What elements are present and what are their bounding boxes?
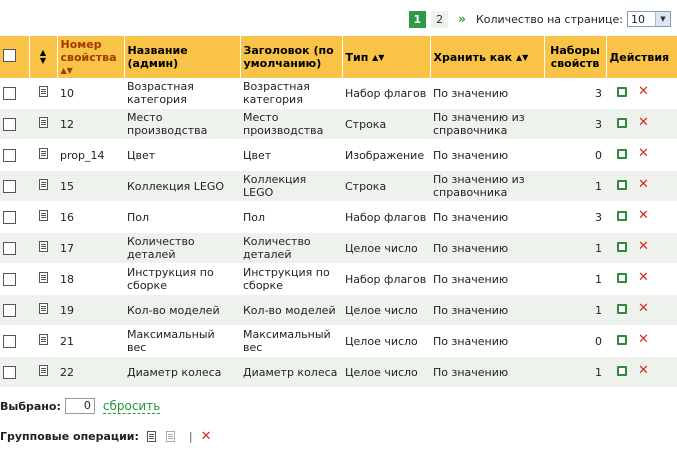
column-title-default-label: Заголовок (по умолчанию) [243, 44, 334, 70]
cell-actions [606, 264, 677, 295]
sort-arrows-icon[interactable]: ▲ ▼ [39, 48, 47, 65]
cell-actions [606, 295, 677, 326]
cell-title: Количество деталей [240, 233, 342, 264]
table-row [0, 233, 677, 264]
column-number[interactable] [57, 36, 124, 78]
row-checkbox[interactable] [3, 180, 16, 193]
document-icon[interactable] [39, 117, 48, 128]
cell-number: 15 [57, 171, 124, 202]
cell-title: Место производства [240, 109, 342, 140]
row-checkbox[interactable] [3, 273, 16, 286]
row-checkbox-cell [0, 264, 29, 295]
row-checkbox-cell [0, 233, 29, 264]
cell-number: 21 [57, 326, 124, 357]
page-2-link[interactable]: 2 [431, 11, 448, 28]
row-checkbox[interactable] [3, 366, 16, 379]
cell-storage: По значению [430, 78, 544, 109]
delete-icon[interactable]: ✕ [638, 269, 649, 285]
row-checkbox[interactable] [3, 242, 16, 255]
table-header-row [0, 36, 677, 78]
cell-name: Диаметр колеса [124, 357, 240, 388]
row-checkbox-cell [0, 78, 29, 109]
cell-storage: По значению [430, 326, 544, 357]
cell-name: Максимальный вес [124, 326, 240, 357]
chevron-down-icon: ▼ [655, 12, 670, 26]
column-storage-label: Хранить как [433, 50, 513, 64]
table-row [0, 78, 677, 109]
select-all-checkbox[interactable] [3, 49, 16, 62]
cell-sets: 1 [544, 295, 606, 326]
cell-actions [606, 78, 677, 109]
column-actions-label: Действия [609, 50, 670, 64]
cell-type: Набор флагов [342, 78, 430, 109]
cell-actions [606, 140, 677, 171]
row-doc-cell [29, 233, 57, 264]
cell-storage: По значению [430, 202, 544, 233]
sort-arrows-icon[interactable]: ▲▼ [515, 52, 529, 62]
cell-name: Возрастная категория [124, 78, 240, 109]
table-row [0, 264, 677, 295]
column-sets-label: Наборы свойств [550, 44, 600, 70]
delete-icon[interactable]: ✕ [638, 114, 649, 130]
cell-number: 12 [57, 109, 124, 140]
row-doc-cell [29, 357, 57, 388]
column-title-default[interactable] [240, 36, 342, 78]
group-operations-bar [0, 430, 212, 443]
selected-label: Выбрано: [0, 399, 61, 413]
row-checkbox[interactable] [3, 149, 16, 162]
row-doc-cell [29, 78, 57, 109]
cell-name: Кол-во моделей [124, 295, 240, 326]
table-row [0, 202, 677, 233]
row-checkbox[interactable] [3, 304, 16, 317]
row-checkbox-cell [0, 357, 29, 388]
selected-count: 0 [65, 398, 95, 414]
cell-title: Цвет [240, 140, 342, 171]
cell-number: 18 [57, 264, 124, 295]
cell-sets: 1 [544, 233, 606, 264]
edit-icon[interactable] [617, 242, 627, 252]
row-doc-cell [29, 140, 57, 171]
per-page-select[interactable] [627, 11, 671, 27]
cell-name: Место производства [124, 109, 240, 140]
document-icon[interactable] [39, 179, 48, 190]
cell-storage: По значению из справочника [430, 109, 544, 140]
edit-icon[interactable] [617, 304, 627, 314]
cell-number: 10 [57, 78, 124, 109]
row-checkbox-cell [0, 109, 29, 140]
cell-sets: 0 [544, 140, 606, 171]
sort-arrows-icon[interactable]: ▲▼ [60, 65, 73, 75]
cell-name: Пол [124, 202, 240, 233]
document-copy-icon[interactable] [166, 431, 175, 442]
properties-table [0, 36, 677, 388]
row-checkbox[interactable] [3, 335, 16, 348]
cell-number: prop_14 [57, 140, 124, 171]
selection-bar [0, 398, 160, 414]
cell-type: Строка [342, 171, 430, 202]
delete-icon[interactable]: ✕ [638, 83, 649, 99]
cell-type: Целое число [342, 295, 430, 326]
reset-link[interactable]: сбросить [102, 398, 161, 413]
cell-actions [606, 202, 677, 233]
cell-title: Кол-во моделей [240, 295, 342, 326]
row-doc-cell [29, 326, 57, 357]
pagination [409, 9, 671, 29]
cell-storage: По значению из справочника [430, 171, 544, 202]
document-icon[interactable] [39, 241, 48, 252]
column-name-admin[interactable] [124, 36, 240, 78]
delete-icon[interactable]: ✕ [638, 207, 649, 223]
cell-type: Строка [342, 109, 430, 140]
delete-icon[interactable]: ✕ [638, 331, 649, 347]
delete-icon[interactable]: ✕ [200, 428, 212, 444]
column-name-admin-label: Название (админ) [127, 44, 188, 70]
sort-arrows-icon[interactable]: ▲▼ [372, 52, 385, 62]
cell-number: 22 [57, 357, 124, 388]
edit-icon[interactable] [617, 211, 627, 221]
column-actions [606, 36, 677, 78]
cell-title: Коллекция LEGO [240, 171, 342, 202]
delete-icon[interactable]: ✕ [638, 300, 649, 316]
per-page-label: Количество на странице: [475, 12, 623, 26]
document-icon[interactable] [39, 272, 48, 283]
column-type-label: Тип [345, 50, 369, 64]
document-icon[interactable] [39, 86, 48, 97]
cell-actions [606, 171, 677, 202]
cell-title: Диаметр колеса [240, 357, 342, 388]
document-icon[interactable] [39, 303, 48, 314]
table-row [0, 326, 677, 357]
page-current[interactable]: 1 [409, 11, 427, 28]
row-checkbox-cell [0, 140, 29, 171]
row-doc-cell [29, 109, 57, 140]
cell-sets: 1 [544, 171, 606, 202]
edit-icon[interactable] [617, 273, 627, 283]
cell-type: Изображение [342, 140, 430, 171]
cell-storage: По значению [430, 140, 544, 171]
row-checkbox-cell [0, 326, 29, 357]
cell-sets: 3 [544, 78, 606, 109]
delete-icon[interactable]: ✕ [638, 238, 649, 254]
edit-icon[interactable] [617, 180, 627, 190]
cell-type: Целое число [342, 233, 430, 264]
cell-actions [606, 357, 677, 388]
delete-icon[interactable]: ✕ [638, 362, 649, 378]
delete-icon[interactable]: ✕ [638, 145, 649, 161]
cell-name: Коллекция LEGO [124, 171, 240, 202]
cell-storage: По значению [430, 295, 544, 326]
edit-icon[interactable] [617, 149, 627, 159]
cell-title: Пол [240, 202, 342, 233]
cell-type: Целое число [342, 357, 430, 388]
cell-storage: По значению [430, 357, 544, 388]
edit-icon[interactable] [617, 87, 627, 97]
cell-sets: 3 [544, 109, 606, 140]
row-checkbox-cell [0, 202, 29, 233]
table-row [0, 140, 677, 171]
cell-actions [606, 109, 677, 140]
delete-icon[interactable]: ✕ [638, 176, 649, 192]
cell-name: Цвет [124, 140, 240, 171]
cell-sets: 1 [544, 264, 606, 295]
cell-number: 17 [57, 233, 124, 264]
table-row [0, 357, 677, 388]
row-doc-cell [29, 295, 57, 326]
group-ops-label: Групповые операции: [0, 430, 139, 443]
row-checkbox[interactable] [3, 211, 16, 224]
cell-number: 19 [57, 295, 124, 326]
column-storage[interactable] [430, 36, 544, 78]
edit-icon[interactable] [617, 335, 627, 345]
per-page-value: 10 [631, 12, 645, 26]
row-checkbox-cell [0, 171, 29, 202]
document-icon[interactable] [39, 210, 48, 221]
select-all-cell [0, 36, 29, 78]
document-icon[interactable] [147, 431, 156, 442]
cell-number: 16 [57, 202, 124, 233]
cell-storage: По значению [430, 233, 544, 264]
next-page-link[interactable]: » [458, 12, 466, 26]
cell-title: Инструкция по сборке [240, 264, 342, 295]
edit-icon[interactable] [617, 366, 627, 376]
cell-sets: 0 [544, 326, 606, 357]
document-icon[interactable] [39, 148, 48, 159]
row-doc-cell [29, 171, 57, 202]
column-type[interactable] [342, 36, 430, 78]
row-doc-cell [29, 202, 57, 233]
edit-icon[interactable] [617, 118, 627, 128]
cell-type: Набор флагов [342, 202, 430, 233]
divider: | [188, 430, 193, 443]
table-row [0, 171, 677, 202]
cell-title: Максимальный вес [240, 326, 342, 357]
cell-sets: 3 [544, 202, 606, 233]
document-icon[interactable] [39, 365, 48, 376]
row-doc-cell [29, 264, 57, 295]
cell-name: Количество деталей [124, 233, 240, 264]
table-row [0, 109, 677, 140]
column-sets[interactable] [544, 36, 606, 78]
cell-title: Возрастная категория [240, 78, 342, 109]
row-checkbox-cell [0, 295, 29, 326]
cell-sets: 1 [544, 357, 606, 388]
cell-name: Инструкция по сборке [124, 264, 240, 295]
document-icon[interactable] [39, 334, 48, 345]
cell-type: Набор флагов [342, 264, 430, 295]
table-row [0, 295, 677, 326]
cell-type: Целое число [342, 326, 430, 357]
cell-actions [606, 233, 677, 264]
cell-actions [606, 326, 677, 357]
cell-storage: По значению [430, 264, 544, 295]
row-checkbox[interactable] [3, 87, 16, 100]
sort-arrows-header [29, 36, 57, 78]
row-checkbox[interactable] [3, 118, 16, 131]
column-number-label: Номер свойства [60, 37, 117, 64]
